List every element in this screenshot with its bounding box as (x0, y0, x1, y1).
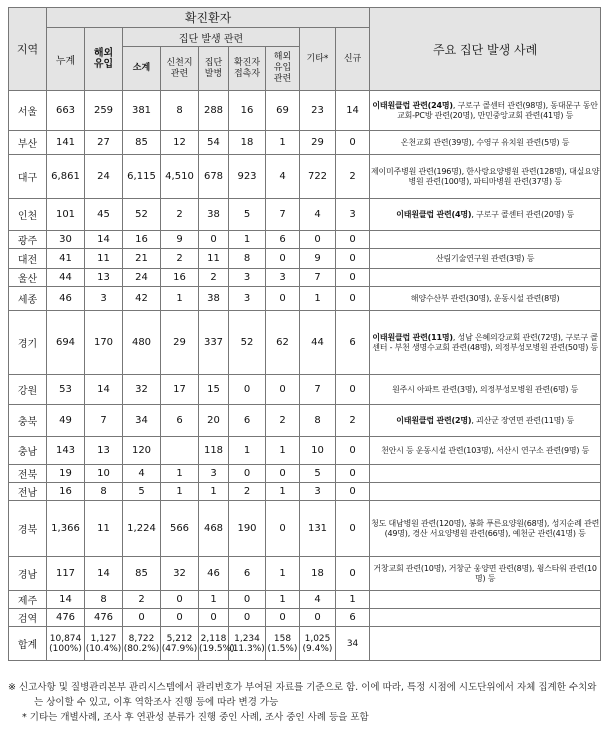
case-text: 청도 대남병원 관련(120명), 봉화 푸른요양원(68명), 성지순례 관련(49명), 경산 서요양병원 관련(66명), 예천군 관련(41명) 등 (371, 518, 600, 538)
value-cell-sub: 480 (123, 311, 161, 375)
region-cell: 전남 (9, 483, 47, 501)
value-cell-grp: 38 (199, 199, 229, 231)
case-text: , 괴산군 장연면 관련(11명) 등 (471, 415, 574, 425)
total-percent: (11.3%) (229, 643, 265, 654)
value-cell-etc: 5 (300, 465, 336, 483)
value-cell-new: 0 (336, 501, 370, 557)
value-cell-cum: 141 (47, 131, 85, 155)
region-cell: 인천 (9, 199, 47, 231)
value-cell-cum: 16 (47, 483, 85, 501)
value-cell-etc: 7 (300, 375, 336, 405)
table-row (9, 437, 601, 465)
header-contact: 확진자 접촉자 (229, 47, 266, 91)
value-cell-sub: 1,224 (123, 501, 161, 557)
case-description (370, 501, 601, 557)
table-row (9, 557, 601, 591)
value-cell-sub: 0 (123, 609, 161, 627)
region-cell: 강원 (9, 375, 47, 405)
total-row (9, 627, 601, 661)
value-cell-con: 5 (229, 199, 266, 231)
value-cell-new: 14 (336, 91, 370, 131)
value-cell-scj: 8 (161, 91, 199, 131)
case-text: 천안시 등 운동시설 관련(103명), 서산시 연구소 관련(9명) 등 (381, 445, 590, 455)
value-cell-new: 0 (336, 287, 370, 311)
value-cell-ovr: 1 (266, 483, 300, 501)
region-cell: 경기 (9, 311, 47, 375)
value-cell-sub: 120 (123, 437, 161, 465)
value-cell-grp: 468 (199, 501, 229, 557)
value-cell-new: 0 (336, 557, 370, 591)
value-cell-con: 16 (229, 91, 266, 131)
case-description (370, 91, 601, 131)
case-highlight: 이태원클럽 관련(24명) (372, 100, 453, 110)
value-cell-ovr: 1 (266, 437, 300, 465)
case-text: 온천교회 관련(39명), 수영구 유치원 관련(5명) 등 (400, 137, 570, 147)
case-description (370, 557, 601, 591)
case-description (370, 375, 601, 405)
value-cell-ovr: 0 (266, 609, 300, 627)
value-cell-ovr: 0 (266, 375, 300, 405)
value-cell-grp: 3 (199, 465, 229, 483)
value-cell-grp: 46 (199, 557, 229, 591)
value-cell-grp: 118 (199, 437, 229, 465)
case-highlight: 이태원클럽 관련(4명) (396, 209, 472, 219)
value-cell-cum: 14 (47, 591, 85, 609)
region-cell: 제주 (9, 591, 47, 609)
case-text: 산림기술연구원 관련(3명) 등 (436, 253, 535, 263)
total-cell-ovs (85, 627, 123, 661)
case-description (370, 199, 601, 231)
case-text: 원주시 아파트 관련(3명), 의정부성모병원 관련(6명) 등 (392, 384, 579, 394)
value-cell-grp: 337 (199, 311, 229, 375)
value-cell-etc: 7 (300, 269, 336, 287)
value-cell-con: 3 (229, 269, 266, 287)
header-group: 집단 발병 (199, 47, 229, 91)
case-description (370, 591, 601, 609)
value-cell-cum: 663 (47, 91, 85, 131)
value-cell-ovr: 0 (266, 465, 300, 483)
value-cell-grp: 1 (199, 483, 229, 501)
footnote-1: ※ 신고사항 및 질병관리본부 관리시스템에서 관리번호가 부여된 자료를 기준으로 함. 이에 따라, 특정 시점에 시도단위에서 자체 집계한 수치와는 상이할 수 있고, 이후 역학조사 진행 등에 따라 변경 가능 (8, 682, 597, 708)
header-overseas: 해외 유입 (85, 28, 123, 91)
value-cell-scj: 4,510 (161, 155, 199, 199)
total-percent: (19.5%) (199, 643, 235, 654)
value-cell-etc: 0 (300, 231, 336, 249)
value-cell-con: 0 (229, 609, 266, 627)
value-cell-grp: 20 (199, 405, 229, 437)
value-cell-sub: 16 (123, 231, 161, 249)
value-cell-cum: 1,366 (47, 501, 85, 557)
value-cell-sub: 34 (123, 405, 161, 437)
region-cell: 경북 (9, 501, 47, 557)
case-description (370, 131, 601, 155)
value-cell-new: 0 (336, 483, 370, 501)
value-cell-ovr: 4 (266, 155, 300, 199)
value-cell-ovs: 10 (85, 465, 123, 483)
value-cell-con: 3 (229, 287, 266, 311)
value-cell-etc: 29 (300, 131, 336, 155)
header-new: 신규 (336, 28, 370, 91)
value-cell-grp: 678 (199, 155, 229, 199)
value-cell-cum: 6,861 (47, 155, 85, 199)
case-description (370, 287, 601, 311)
value-cell-scj: 6 (161, 405, 199, 437)
value-cell-ovs: 14 (85, 231, 123, 249)
value-cell-con: 8 (229, 249, 266, 269)
case-text: , 구로구 콜센터 관련(20명) 등 (471, 209, 574, 219)
value-cell-scj: 1 (161, 465, 199, 483)
header-confirmed: 확진환자 (47, 8, 370, 28)
value-cell-cum: 53 (47, 375, 85, 405)
value-cell-grp: 15 (199, 375, 229, 405)
total-value: 5,212 (166, 633, 193, 644)
value-cell-ovs: 3 (85, 287, 123, 311)
table-row (9, 591, 601, 609)
value-cell-ovs: 170 (85, 311, 123, 375)
region-cell: 서울 (9, 91, 47, 131)
table-row (9, 375, 601, 405)
value-cell-new: 2 (336, 405, 370, 437)
value-cell-ovs: 8 (85, 591, 123, 609)
region-cell: 부산 (9, 131, 47, 155)
confirmed-cases-table (8, 7, 601, 661)
value-cell-cum: 19 (47, 465, 85, 483)
case-highlight: 이태원클럽 관련(2명) (396, 415, 472, 425)
region-cell: 대구 (9, 155, 47, 199)
value-cell-ovs: 11 (85, 249, 123, 269)
value-cell-etc: 722 (300, 155, 336, 199)
case-description (370, 311, 601, 375)
case-description (370, 483, 601, 501)
value-cell-sub: 24 (123, 269, 161, 287)
region-cell: 울산 (9, 269, 47, 287)
total-value: 158 (273, 633, 292, 644)
value-cell-etc: 8 (300, 405, 336, 437)
value-cell-sub: 85 (123, 131, 161, 155)
value-cell-new: 2 (336, 155, 370, 199)
value-cell-scj: 29 (161, 311, 199, 375)
case-description (370, 405, 601, 437)
header-cumulative: 누계 (47, 28, 85, 91)
total-cell-con (229, 627, 266, 661)
table-row (9, 155, 601, 199)
case-description (370, 155, 601, 199)
value-cell-etc: 9 (300, 249, 336, 269)
table-row (9, 609, 601, 627)
value-cell-ovs: 259 (85, 91, 123, 131)
case-text: 해양수산부 관련(30명), 운동시설 관련(8명) (410, 293, 560, 303)
region-cell: 대전 (9, 249, 47, 269)
total-label: 합계 (9, 627, 47, 661)
region-cell: 세종 (9, 287, 47, 311)
value-cell-scj: 1 (161, 287, 199, 311)
value-cell-cum: 101 (47, 199, 85, 231)
region-cell: 경남 (9, 557, 47, 591)
value-cell-ovs: 27 (85, 131, 123, 155)
table-row (9, 199, 601, 231)
case-description (370, 249, 601, 269)
value-cell-sub: 381 (123, 91, 161, 131)
table-row (9, 131, 601, 155)
value-cell-grp: 0 (199, 609, 229, 627)
header-other: 기타* (300, 28, 336, 91)
total-value: 8,722 (128, 633, 155, 644)
value-cell-etc: 10 (300, 437, 336, 465)
value-cell-ovs: 24 (85, 155, 123, 199)
value-cell-ovs: 8 (85, 483, 123, 501)
case-text: 거창교회 관련(10명), 거창군 웅양면 관련(8명), 윙스타워 관련(10명) 등 (373, 563, 597, 583)
value-cell-grp: 1 (199, 591, 229, 609)
value-cell-new: 6 (336, 311, 370, 375)
region-cell: 검역 (9, 609, 47, 627)
value-cell-con: 18 (229, 131, 266, 155)
table-body (9, 91, 601, 661)
table-row (9, 501, 601, 557)
case-highlight: 이태원클럽 관련(11명) (372, 332, 453, 342)
value-cell-new: 0 (336, 375, 370, 405)
value-cell-ovr: 1 (266, 557, 300, 591)
value-cell-ovr: 0 (266, 501, 300, 557)
value-cell-con: 1 (229, 437, 266, 465)
case-text: 제이미주병원 관련(196명), 한사랑요양병원 관련(128명), 대실요양병원 관련(100명), 파티마병원 관련(37명) 등 (371, 166, 600, 186)
case-text: , 성남 은혜의강교회 관련(72명), 구로구 콜센터 - 부천 생명수교회 관련(48명), 의정부성모병원 관련(50명) 등 (372, 332, 599, 352)
total-cell-cum (47, 627, 85, 661)
value-cell-etc: 23 (300, 91, 336, 131)
total-value: 1,025 (304, 633, 331, 644)
value-cell-scj: 0 (161, 609, 199, 627)
value-cell-scj: 32 (161, 557, 199, 591)
table-row (9, 287, 601, 311)
value-cell-ovr: 1 (266, 131, 300, 155)
value-cell-ovs: 7 (85, 405, 123, 437)
value-cell-new: 6 (336, 609, 370, 627)
total-percent: (47.9%) (161, 643, 198, 654)
value-cell-etc: 0 (300, 609, 336, 627)
value-cell-ovs: 14 (85, 557, 123, 591)
value-cell-sub: 32 (123, 375, 161, 405)
value-cell-etc: 44 (300, 311, 336, 375)
total-case-empty (370, 627, 601, 661)
value-cell-ovs: 14 (85, 375, 123, 405)
value-cell-ovr: 62 (266, 311, 300, 375)
value-cell-sub: 6,115 (123, 155, 161, 199)
table-row (9, 91, 601, 131)
value-cell-scj: 2 (161, 249, 199, 269)
value-cell-scj: 2 (161, 199, 199, 231)
table-row (9, 231, 601, 249)
total-cell-grp (199, 627, 235, 661)
header-shincheonji: 신천지 관련 (161, 47, 199, 91)
value-cell-con: 52 (229, 311, 266, 375)
table-row (9, 249, 601, 269)
value-cell-cum: 694 (47, 311, 85, 375)
total-percent: (9.4%) (302, 643, 333, 654)
total-cell-ovr (266, 627, 300, 661)
value-cell-ovs: 476 (85, 609, 123, 627)
value-cell-scj: 16 (161, 269, 199, 287)
value-cell-new: 1 (336, 591, 370, 609)
value-cell-grp: 288 (199, 91, 229, 131)
case-description (370, 269, 601, 287)
value-cell-con: 6 (229, 405, 266, 437)
value-cell-ovs: 45 (85, 199, 123, 231)
value-cell-ovr: 6 (266, 231, 300, 249)
value-cell-ovr: 3 (266, 269, 300, 287)
value-cell-grp: 11 (199, 249, 229, 269)
value-cell-con: 1 (229, 231, 266, 249)
total-value: 2,118 (200, 633, 227, 644)
table-row (9, 311, 601, 375)
value-cell-grp: 38 (199, 287, 229, 311)
value-cell-scj: 12 (161, 131, 199, 155)
table-row (9, 483, 601, 501)
value-cell-sub: 5 (123, 483, 161, 501)
total-value: 1,127 (90, 633, 117, 644)
value-cell-ovr: 2 (266, 405, 300, 437)
value-cell-ovr: 0 (266, 287, 300, 311)
value-cell-etc: 1 (300, 287, 336, 311)
value-cell-cum: 476 (47, 609, 85, 627)
value-cell-ovr: 7 (266, 199, 300, 231)
case-description (370, 609, 601, 627)
value-cell-scj (161, 437, 199, 465)
total-cell-scj (161, 627, 199, 661)
table-row (9, 405, 601, 437)
total-percent: (100%) (49, 643, 82, 654)
total-value: 1,234 (234, 633, 260, 644)
value-cell-con: 2 (229, 483, 266, 501)
value-cell-cum: 30 (47, 231, 85, 249)
case-description (370, 231, 601, 249)
value-cell-sub: 2 (123, 591, 161, 609)
value-cell-etc: 4 (300, 591, 336, 609)
value-cell-sub: 21 (123, 249, 161, 269)
value-cell-sub: 52 (123, 199, 161, 231)
value-cell-sub: 42 (123, 287, 161, 311)
value-cell-ovr: 69 (266, 91, 300, 131)
value-cell-new: 0 (336, 465, 370, 483)
total-percent: (10.4%) (85, 643, 122, 654)
footnotes (8, 680, 600, 725)
value-cell-ovr: 0 (266, 249, 300, 269)
header-cases: 주요 집단 발생 사례 (370, 8, 601, 91)
value-cell-grp: 2 (199, 269, 229, 287)
value-cell-scj: 566 (161, 501, 199, 557)
value-cell-scj: 9 (161, 231, 199, 249)
value-cell-grp: 0 (199, 231, 229, 249)
value-cell-cum: 49 (47, 405, 85, 437)
value-cell-new: 0 (336, 131, 370, 155)
case-description (370, 465, 601, 483)
header-cluster: 집단 발생 관련 (123, 28, 300, 47)
total-cell-sub (123, 627, 161, 661)
value-cell-con: 0 (229, 375, 266, 405)
value-cell-ovr: 1 (266, 591, 300, 609)
value-cell-etc: 18 (300, 557, 336, 591)
value-cell-scj: 17 (161, 375, 199, 405)
value-cell-scj: 1 (161, 483, 199, 501)
total-percent: (80.2%) (123, 643, 160, 654)
value-cell-cum: 46 (47, 287, 85, 311)
value-cell-new: 0 (336, 231, 370, 249)
value-cell-con: 190 (229, 501, 266, 557)
header-region: 지역 (9, 8, 47, 91)
header-subtotal: 소계 (123, 47, 161, 91)
value-cell-con: 923 (229, 155, 266, 199)
table-row (9, 465, 601, 483)
total-cell-etc (300, 627, 336, 661)
total-cell-new (336, 627, 370, 661)
value-cell-new: 0 (336, 249, 370, 269)
case-description (370, 437, 601, 465)
region-cell: 광주 (9, 231, 47, 249)
total-percent: (1.5%) (267, 643, 298, 654)
case-text: , 구로구 콜센터 관련(98명), 동대문구 동안교회-PC방 관련(20명), 만민중앙교회 관련(41명) 등 (397, 100, 598, 120)
value-cell-cum: 143 (47, 437, 85, 465)
value-cell-sub: 4 (123, 465, 161, 483)
footnote-2: * 기타는 개별사례, 조사 후 연관성 분류가 진행 중인 사례, 조사 중인 사례 등을 포함 (22, 712, 369, 723)
value-cell-etc: 4 (300, 199, 336, 231)
total-value: 34 (346, 638, 359, 649)
value-cell-cum: 41 (47, 249, 85, 269)
value-cell-con: 0 (229, 465, 266, 483)
table-row (9, 269, 601, 287)
region-cell: 충북 (9, 405, 47, 437)
value-cell-cum: 44 (47, 269, 85, 287)
total-value: 10,874 (49, 633, 82, 644)
value-cell-con: 6 (229, 557, 266, 591)
region-cell: 충남 (9, 437, 47, 465)
value-cell-scj: 0 (161, 591, 199, 609)
value-cell-sub: 85 (123, 557, 161, 591)
value-cell-new: 3 (336, 199, 370, 231)
value-cell-etc: 131 (300, 501, 336, 557)
value-cell-new: 0 (336, 269, 370, 287)
value-cell-grp: 54 (199, 131, 229, 155)
value-cell-cum: 117 (47, 557, 85, 591)
value-cell-ovs: 13 (85, 269, 123, 287)
value-cell-con: 0 (229, 591, 266, 609)
value-cell-etc: 3 (300, 483, 336, 501)
header-overseas-related: 해외 유입 관련 (266, 47, 300, 91)
value-cell-ovs: 13 (85, 437, 123, 465)
value-cell-ovs: 11 (85, 501, 123, 557)
value-cell-new: 0 (336, 437, 370, 465)
region-cell: 전북 (9, 465, 47, 483)
